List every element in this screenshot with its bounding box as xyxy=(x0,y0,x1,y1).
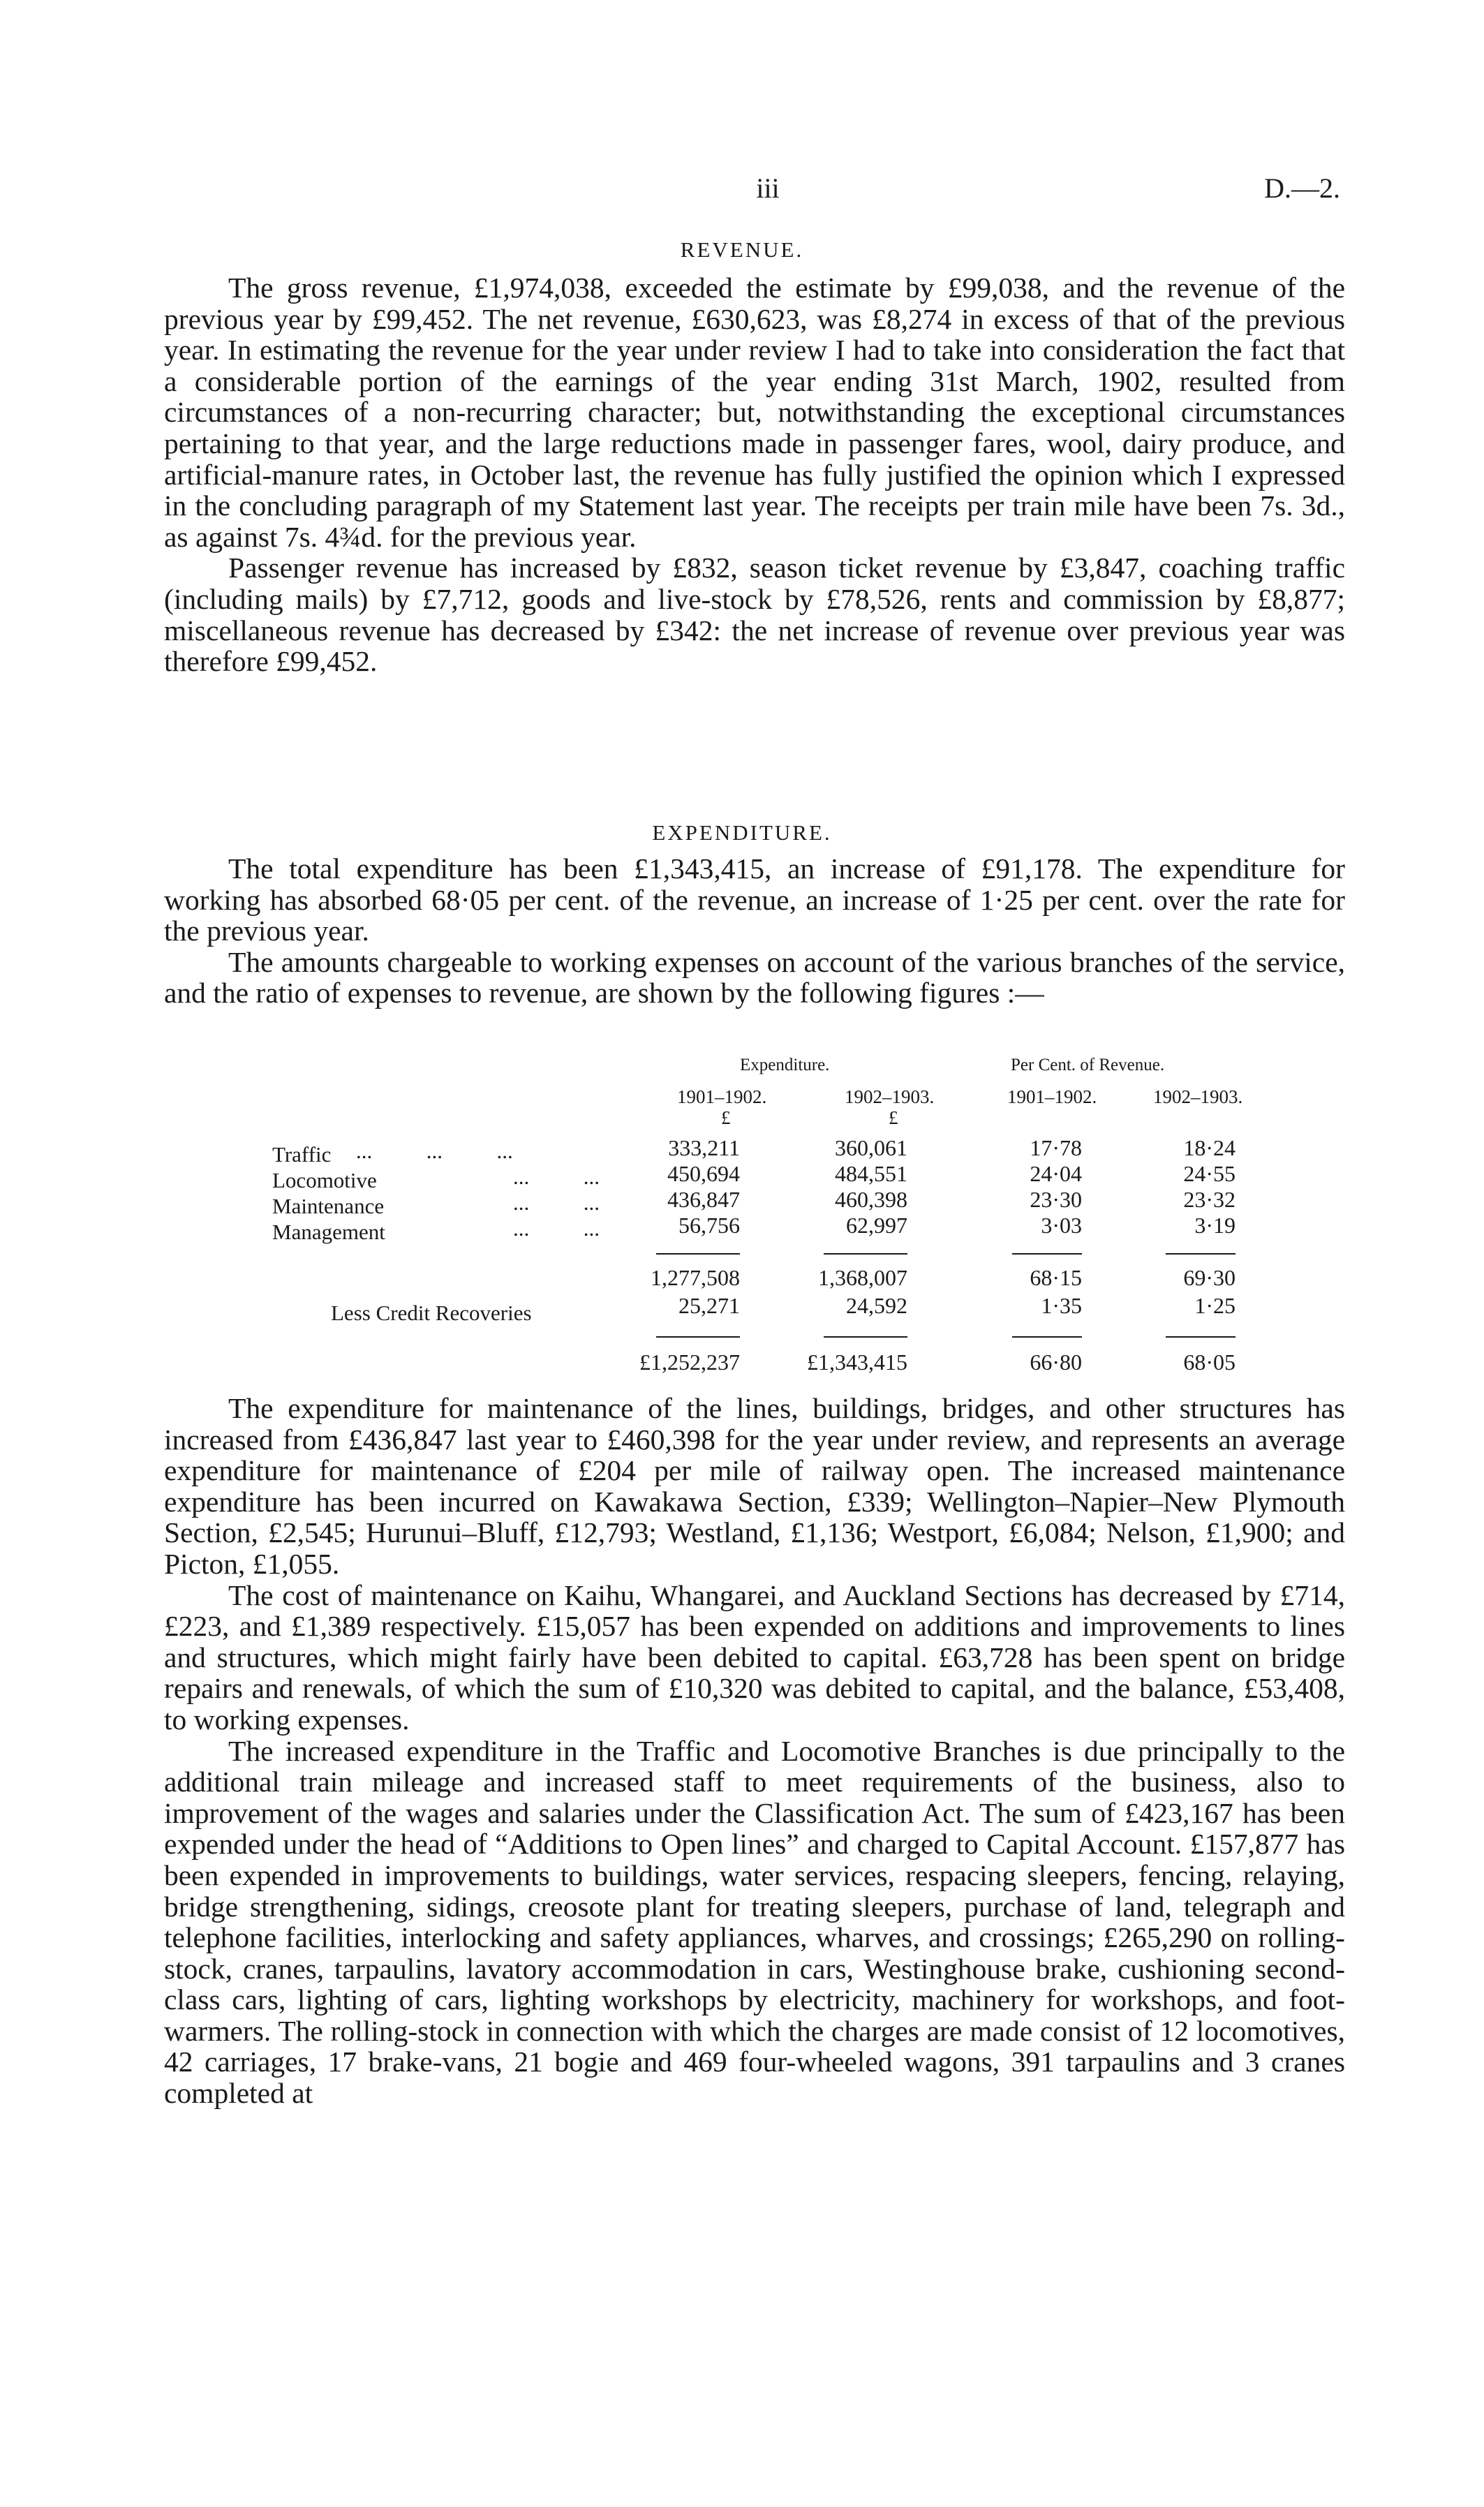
leader-dots: ... ... xyxy=(513,1164,600,1189)
revenue-paragraph-1: The gross revenue, £1,974,038, exceeded the estimate by £99,038, and the revenue of the previous year by £99,452. The net revenue, £630,623, was £8,274 in excess of that of the previous year. In estimating the revenue for the year under review I had to take into consideration the fact that a considerable portion of the earnings of the year ending 31st March, 1902, resulted from circumstances of a non-recurring character; but, notwithstanding the exceptional circumstances pertaining to that year, and the large reductions made in passenger fares, wool, dairy produce, and artificial-manure rates, in October last, the revenue has fully justified the opinion which I expressed in the concluding paragraph of my Statement last year. The receipts per train mile have been 7s. 3d., as against 7s. 4¾d. for the previous year. xyxy=(164,272,1345,553)
maintenance-paragraph-2: The cost of maintenance on Kaihu, Whangarei, and Auckland Sections has decreased by £714, £223, and £1,389 respectively. £15,057 has been expended on additions and improvements to lines and structures, which might fairly have been debited to capital. £63,728 has been spent on bridge repairs and renewals, of which the sum of £10,320 was debited to capital, and the balance, £53,408, to working expenses. xyxy=(164,1578,1345,1736)
col-header-exp-1901: 1901–1902. xyxy=(677,1086,767,1107)
row-label-management: Management xyxy=(272,1220,385,1244)
currency-symbol: £ xyxy=(889,1107,898,1128)
rule xyxy=(1012,1253,1082,1255)
cell-total-pct-1901: 66·80 xyxy=(1030,1349,1082,1375)
cell-management-pct-1901: 3·03 xyxy=(1041,1213,1082,1238)
cell-maintenance-exp-1902: 460,398 xyxy=(835,1187,907,1212)
leader-dots: ... ... xyxy=(513,1216,600,1241)
cell-subtotal-exp-1901: 1,277,508 xyxy=(651,1265,740,1290)
row-label-credit-recoveries: Less Credit Recoveries xyxy=(331,1301,532,1325)
rule xyxy=(1012,1336,1082,1338)
cell-locomotive-exp-1902: 484,551 xyxy=(835,1161,907,1186)
expenditure-heading: EXPENDITURE. xyxy=(652,820,832,845)
rule xyxy=(1166,1253,1236,1255)
cell-subtotal-pct-1902: 69·30 xyxy=(1183,1265,1236,1290)
cell-maintenance-exp-1901: 436,847 xyxy=(667,1187,740,1212)
cell-management-pct-1902: 3·19 xyxy=(1194,1213,1236,1238)
cell-recoveries-exp-1901: 25,271 xyxy=(678,1293,740,1318)
rule xyxy=(824,1253,907,1255)
revenue-section xyxy=(164,272,1345,677)
row-label-locomotive: Locomotive xyxy=(272,1168,377,1192)
cell-total-pct-1902: 68·05 xyxy=(1183,1349,1236,1375)
cell-locomotive-exp-1901: 450,694 xyxy=(667,1161,740,1186)
rule xyxy=(656,1253,740,1255)
cell-traffic-exp-1901: 333,211 xyxy=(668,1135,740,1160)
expenditure-paragraph-1: The total expenditure has been £1,343,415, an increase of £91,178. The expenditure for working has absorbed 68·05 per cent. of the revenue, an increase of 1·25 per cent. over the rate for the previous year. xyxy=(164,852,1345,947)
revenue-paragraph-2: Passenger revenue has increased by £832, season ticket revenue by £3,847, coaching traffic (including mails) by £7,712, goods and live-stock by £78,526, rents and commission by £8,877; miscellaneous revenue has decreased by £342: the net increase of revenue over previous year was therefore £99,452. xyxy=(164,552,1345,678)
maintenance-paragraph-1: The expenditure for maintenance of the lines, buildings, bridges, and other structures has increased from £436,847 last year to £460,398 for the year under review, and represents an average expenditure for maintenance of £204 per mile of railway open. The increased maintenance expenditure has been incurred on Kawakawa Section, £339; Wellington–Napier–New Plymouth Section, £2,545; Hurunui–Bluff, £12,793; Westland, £1,136; Westport, £6,084; Nelson, £1,900; and Picton, £1,055. xyxy=(164,1392,1345,1580)
cell-traffic-pct-1901: 17·78 xyxy=(1030,1135,1082,1160)
cell-total-exp-1901: £1,252,237 xyxy=(639,1349,740,1375)
row-label-maintenance: Maintenance xyxy=(272,1194,385,1218)
cell-locomotive-pct-1901: 24·04 xyxy=(1030,1161,1082,1186)
cell-subtotal-exp-1902: 1,368,007 xyxy=(818,1265,907,1290)
col-header-pct-1902: 1902–1903. xyxy=(1153,1086,1243,1107)
cell-subtotal-pct-1901: 68·15 xyxy=(1030,1265,1082,1290)
rule xyxy=(656,1336,740,1338)
revenue-heading: REVENUE. xyxy=(680,237,804,262)
cell-recoveries-exp-1902: 24,592 xyxy=(846,1293,907,1318)
cell-recoveries-pct-1902: 1·25 xyxy=(1194,1293,1236,1318)
cell-traffic-exp-1902: 360,061 xyxy=(835,1135,907,1160)
col-header-exp-1902: 1902–1903. xyxy=(845,1086,935,1107)
leader-dots: ... ... ... xyxy=(356,1139,513,1163)
cell-management-exp-1902: 62,997 xyxy=(846,1213,907,1238)
currency-symbol: £ xyxy=(721,1107,731,1128)
cell-total-exp-1902: £1,343,415 xyxy=(807,1349,907,1375)
group-header-percent: Per Cent. of Revenue. xyxy=(1011,1056,1165,1074)
leader-dots: ... ... xyxy=(513,1190,600,1215)
maintenance-paragraph-3: The increased expenditure in the Traffic and Locomotive Branches is due principally to the additional train mileage and increased staff to meet requirements of the business, also to improvement of the wages and salaries under the Classification Act. The sum of £423,167 has been expended under the head of “Additions to Open lines” and charged to Capital Account. £157,877 has been expended in improvements to buildings, water services, respacing sleepers, fencing, relaying, bridge strengthening, sidings, creosote plant for treating sleepers, purchase of land, telegraph and telephone facilities, interlocking and safety appliances, wharves, and crossings; £265,290 on rolling-stock, cranes, tarpaulins, lavatory accommodation in cars, Westinghouse brake, cushioning second-class cars, lighting of cars, lighting workshops by electricity, machinery for workshops, and foot-warmers. The rolling-stock in connection with which the charges are made consist of 12 locomotives, 42 carriages, 17 brake-vans, 21 bogie and 469 four-wheeled wagons, 391 tarpaulins and 3 cranes completed at xyxy=(164,1734,1345,2110)
row-label-traffic: Traffic xyxy=(272,1142,332,1167)
cell-management-exp-1901: 56,756 xyxy=(678,1213,740,1238)
rule xyxy=(824,1336,907,1338)
col-header-pct-1901: 1901–1902. xyxy=(1007,1086,1097,1107)
expenditure-paragraph-2: The amounts chargeable to working expenses on account of the various branches of the service, and the ratio of expenses to revenue, are shown by the following figures :— xyxy=(164,945,1345,1010)
page-number: iii xyxy=(756,172,780,204)
group-header-expenditure: Expenditure. xyxy=(740,1056,830,1074)
cell-recoveries-pct-1901: 1·35 xyxy=(1041,1293,1082,1318)
maintenance-section xyxy=(164,1393,1345,2109)
cell-maintenance-pct-1902: 23·32 xyxy=(1183,1187,1236,1212)
cell-maintenance-pct-1901: 23·30 xyxy=(1030,1187,1082,1212)
expenditure-intro xyxy=(164,853,1345,1009)
rule xyxy=(1166,1336,1236,1338)
document-reference: D.—2. xyxy=(1264,172,1340,204)
cell-traffic-pct-1902: 18·24 xyxy=(1183,1135,1236,1160)
cell-locomotive-pct-1902: 24·55 xyxy=(1183,1161,1236,1186)
